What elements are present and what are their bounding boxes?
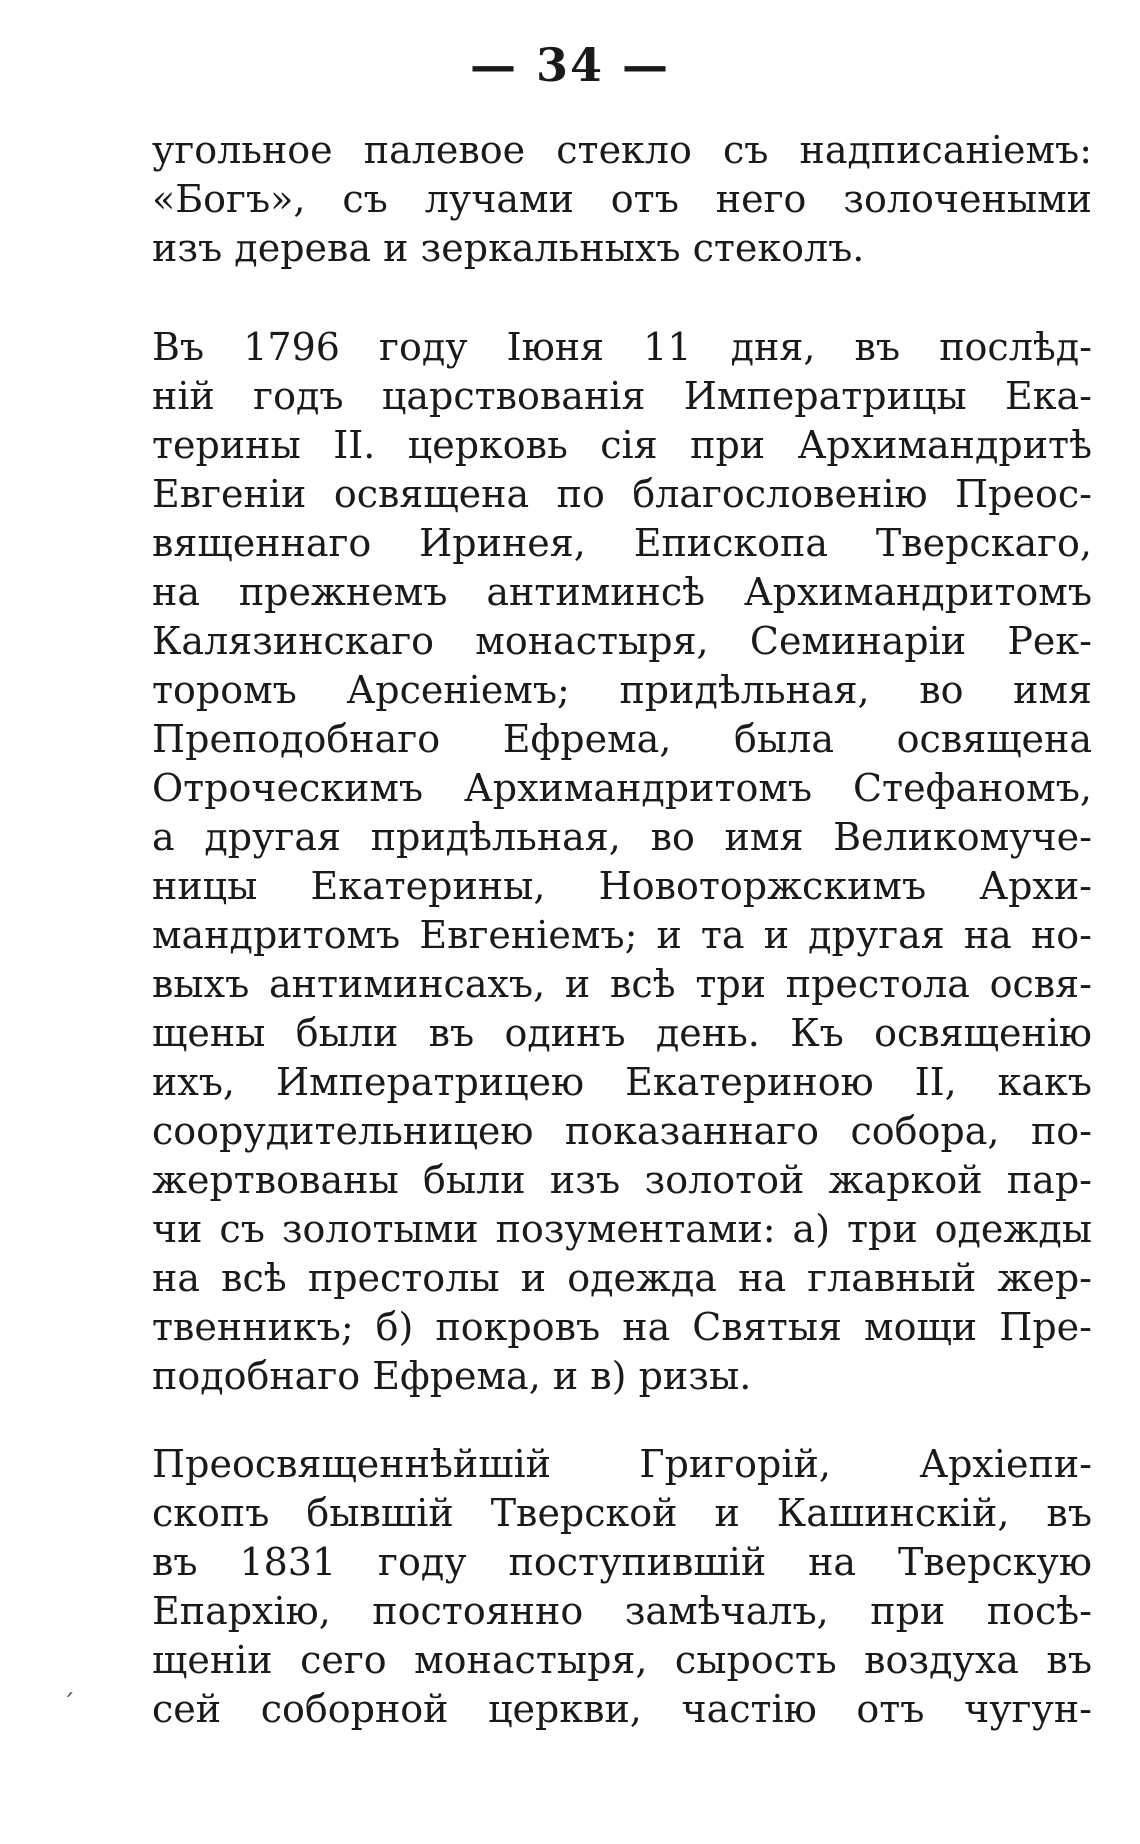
text-line: Отроческимъ Архимандритомъ Стефаномъ, [152, 766, 1092, 810]
text-line: изъ дерева и зеркальныхъ стеколъ. [152, 226, 865, 270]
text-line: мандритомъ Евгеніемъ; и та и другая на но- [152, 913, 1092, 957]
text-line: Въ 1796 году Іюня 11 дня, въ послѣд- [152, 325, 1092, 369]
text-line: Преподобнаго Ефрема, была освящена [152, 717, 1092, 761]
text-line: сей соборной церкви, частію отъ чугун- [152, 1687, 1092, 1731]
text-line: въ 1831 году поступившій на Тверскую [152, 1540, 1092, 1584]
text-line: а другая придѣльная, во имя Великомуче- [152, 815, 1092, 859]
text-line: торомъ Арсеніемъ; придѣльная, во имя [152, 668, 1092, 712]
text-line: терины II. церковь сія при Архимандритѣ [152, 423, 1092, 467]
paragraph-3 [152, 1440, 1092, 1734]
text-line: Евгеніи освящена по благословенію Преос- [152, 472, 1092, 516]
paragraph-1 [152, 126, 1092, 273]
text-line: Епархію, постоянно замѣчалъ, при посѣ- [152, 1589, 1092, 1633]
text-line: ницы Екатерины, Новоторжскимъ Архи- [152, 864, 1092, 908]
text-line: на всѣ престолы и одежда на главный жер- [152, 1256, 1092, 1300]
paragraph-2 [152, 323, 1092, 1401]
text-line: жертвованы были изъ золотой жаркой пар- [152, 1158, 1092, 1202]
text-line: Преосвященнѣйшій Григорій, Архіепи- [152, 1442, 1092, 1486]
text-line: выхъ антиминсахъ, и всѣ три престола освя- [152, 962, 1092, 1006]
text-line: чи съ золотыми позументами: а) три одежды [152, 1207, 1092, 1251]
text-line: щены были въ одинъ день. Къ освященію [152, 1011, 1092, 1055]
page-number: — 34 — [469, 38, 671, 92]
text-line: «Богъ», съ лучами отъ него золочеными [152, 177, 1092, 221]
text-line: твенникъ; б) покровъ на Святыя мощи Пре- [152, 1305, 1092, 1349]
text-line: угольное палевое стекло съ надписаніемъ: [152, 128, 1092, 172]
text-line: скопъ бывшій Тверской и Кашинскій, въ [152, 1491, 1092, 1535]
text-line: соорудительницею показаннаго собора, по- [152, 1109, 1092, 1153]
text-line: подобнаго Ефрема, и в) ризы. [152, 1354, 752, 1398]
text-line: щеніи сего монастыря, сырость воздуха въ [152, 1638, 1092, 1682]
text-line: ихъ, Императрицею Екатериною II, какъ [152, 1060, 1092, 1104]
text-line: Калязинскаго монастыря, Семинаріи Рек- [152, 619, 1092, 663]
text-line: ній годъ царствованія Императрицы Ека- [152, 374, 1092, 418]
text-line: на прежнемъ антиминсѣ Архимандритомъ [152, 570, 1092, 614]
text-line: вященнаго Иринея, Епископа Тверскаго, [152, 521, 1092, 565]
margin-mark: ˊ [62, 1690, 75, 1720]
